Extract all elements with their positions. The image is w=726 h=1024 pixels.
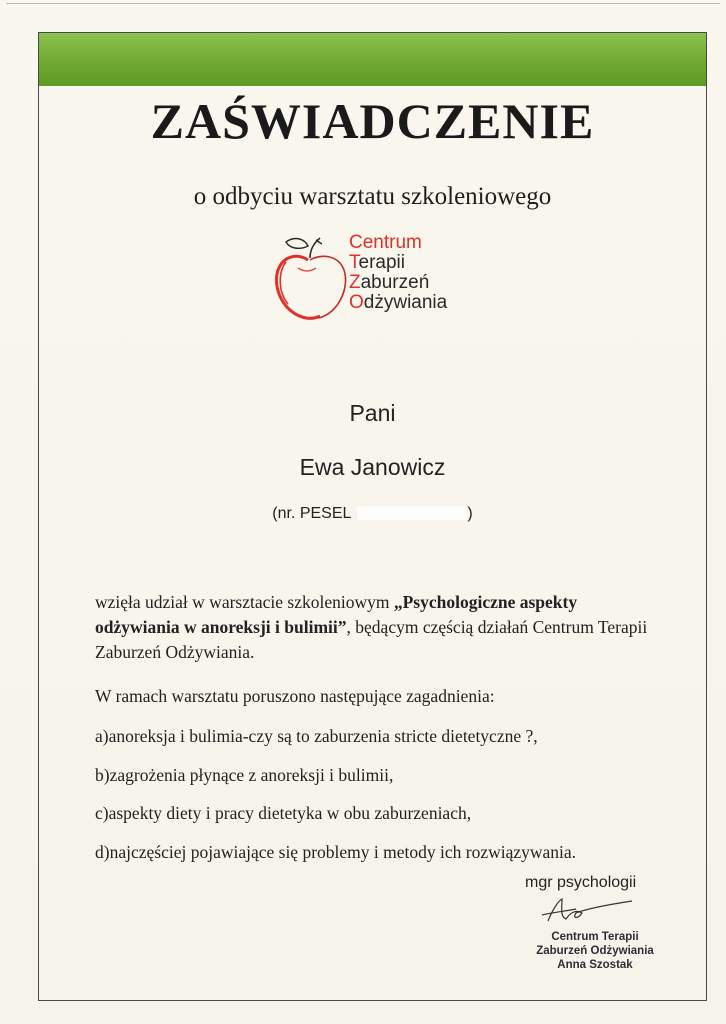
logo-line-4 (349, 293, 447, 313)
logo-line-4-rest: dżywiania (363, 292, 448, 313)
pesel-label: (nr. PESEL (272, 505, 352, 522)
stamp-line-1: Centrum Terapii (551, 931, 639, 943)
topic-item: b)zagrożenia płynące z anoreksji i bulimii, (95, 765, 394, 785)
logo-line-3 (349, 273, 447, 293)
logo-initial-t: T (349, 252, 359, 273)
certificate-title: ZAŚWIADCZENIE (150, 93, 595, 149)
logo-initial-o: O (349, 292, 364, 313)
participation-statement (95, 590, 655, 665)
logo-line-2 (349, 253, 447, 273)
logo-line-1: Centrum (349, 232, 422, 253)
topic-item: c)aspekty diety i pracy dietetyka w obu zaburzeniach, (95, 803, 472, 823)
logo-line-2-rest: erapii (358, 252, 405, 273)
apple-icon (270, 232, 350, 324)
signatory-title: mgr psychologii (525, 874, 637, 891)
logo-line-3-rest: aburzeń (360, 272, 430, 293)
pesel-line (39, 505, 706, 523)
logo-wordmark (349, 233, 447, 313)
organization-logo (270, 232, 480, 324)
topic-item: a)anoreksja i bulimia-czy są to zaburzenia stricte dietetyczne ?, (95, 726, 538, 746)
topics-intro: W ramach warsztatu poruszono następujące zagadnienia: (95, 686, 495, 706)
scan-edge-line (6, 3, 720, 4)
pesel-redaction (357, 506, 467, 520)
statement-outro: , będącym częścią działań Centrum Terapii Zaburzeń Odżywiania. (95, 617, 648, 662)
topic-item: d)najczęściej pojawiające się problemy i metody ich rozwiązywania. (95, 842, 577, 862)
handwritten-signature (536, 893, 636, 929)
institution-stamp (520, 930, 670, 972)
stamp-line-3: Anna Szostak (557, 959, 633, 971)
statement-intro: wzięła udział w warsztacie szkoleniowym (95, 592, 394, 612)
certificate-subtitle: o odbyciu warsztatu szkoleniowego (193, 183, 552, 210)
recipient-name: Ewa Janowicz (299, 454, 446, 480)
pesel-close: ) (467, 505, 473, 522)
workshop-title: „Psychologiczne aspekty odżywiania w anoreksji i bulimii” (95, 592, 578, 637)
stamp-line-2: Zaburzeń Odżywiania (536, 945, 654, 957)
salutation: Pani (349, 400, 396, 426)
logo-initial-z: Z (349, 272, 361, 293)
